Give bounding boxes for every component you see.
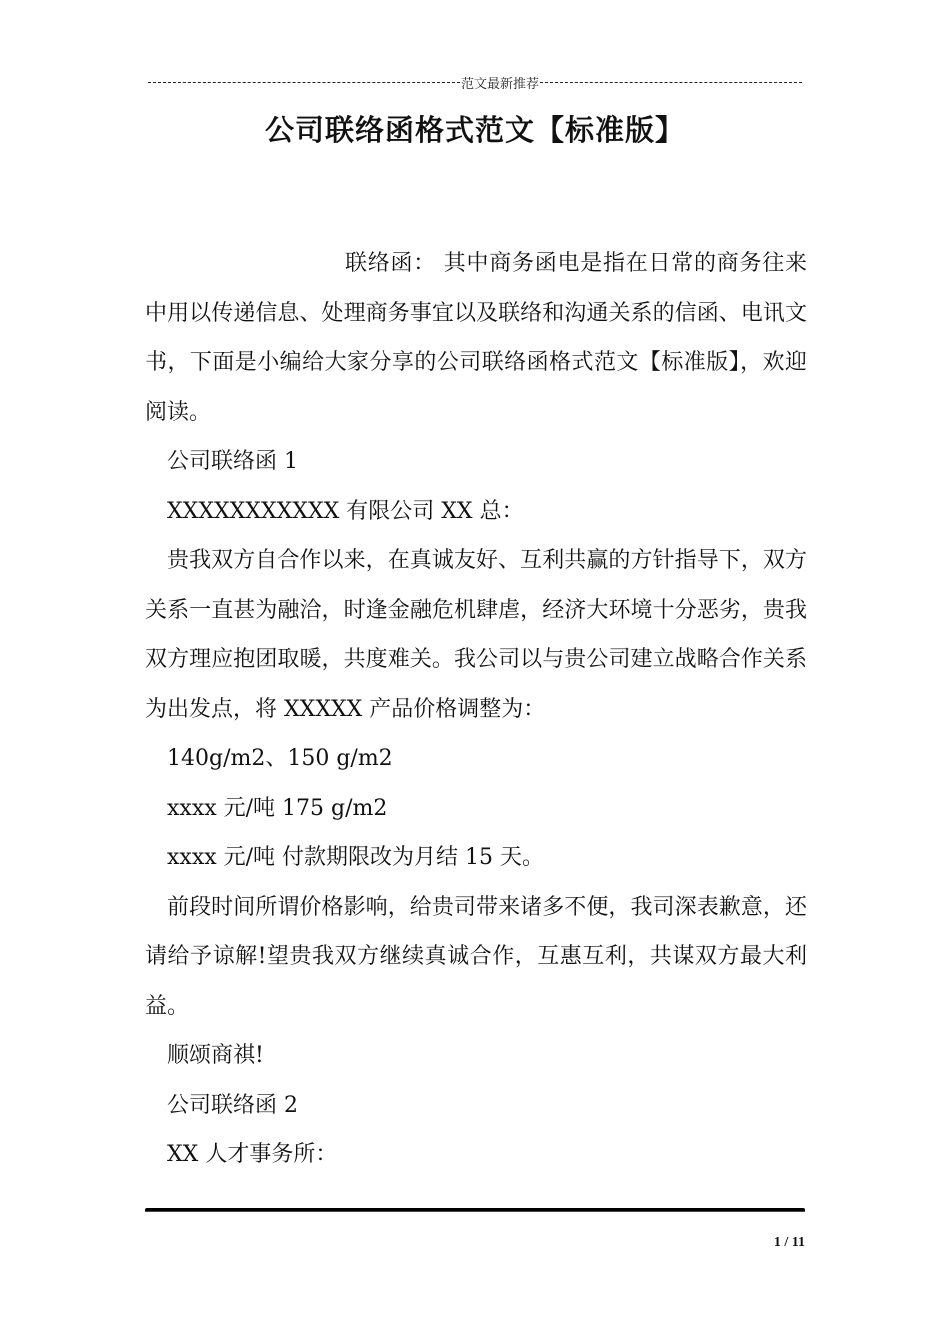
section-heading-1: 公司联络函 1 [167, 449, 298, 474]
header-dash-right [540, 82, 802, 83]
price-line-2: xxxx 元/吨 175 g/m2 [167, 795, 388, 821]
page-header [145, 73, 805, 92]
letter-salutation-1: XXXXXXXXXXX 有限公司 XX 总： [167, 498, 524, 524]
document-title: 公司联络函格式范文【标准版】 [264, 113, 685, 147]
document-body [145, 239, 807, 1180]
page-number: 1 / 11 [773, 1235, 805, 1250]
letter-salutation-2: XX 人才事务所： [167, 1142, 338, 1167]
section-heading-2: 公司联络函 2 [167, 1092, 298, 1118]
letter-closing: 顺颂商祺! [167, 1043, 264, 1068]
intro-paragraph: 联络函： 其中商务函电是指在日常的商务往来中用以传递信息、处理商务事宜以及联络和沟通关系的信函、电讯文书，下面是小编给大家分享的公司联络函格式范文【标准版】，欢迎阅读。 [145, 251, 807, 425]
letter-paragraph: 贵我双方自合作以来，在真诚友好、互利共赢的方针指导下，双方关系一直甚为融洽，时逢金融危机肆虐，经济大环境十分恶劣，贵我双方理应抱团取暖，共度难关。我公司以与贵公司建立战略合作关系为出发点，将 XXXXX 产品价格调整为： [145, 548, 807, 722]
header-label: 范文最新推荐 [460, 77, 539, 92]
header-dash-left [148, 82, 460, 83]
price-line-1: 140g/m2、150 g/m2 [167, 746, 393, 771]
footer-rule [145, 1208, 805, 1212]
letter-paragraph: 前段时间所谓价格影响，给贵司带来诸多不便，我司深表歉意，还请给予谅解!望贵我双方继续真诚合作，互惠互利，共谋双方最大利益。 [145, 894, 807, 1019]
price-line-3: xxxx 元/吨 付款期限改为月结 15 天。 [167, 845, 545, 870]
